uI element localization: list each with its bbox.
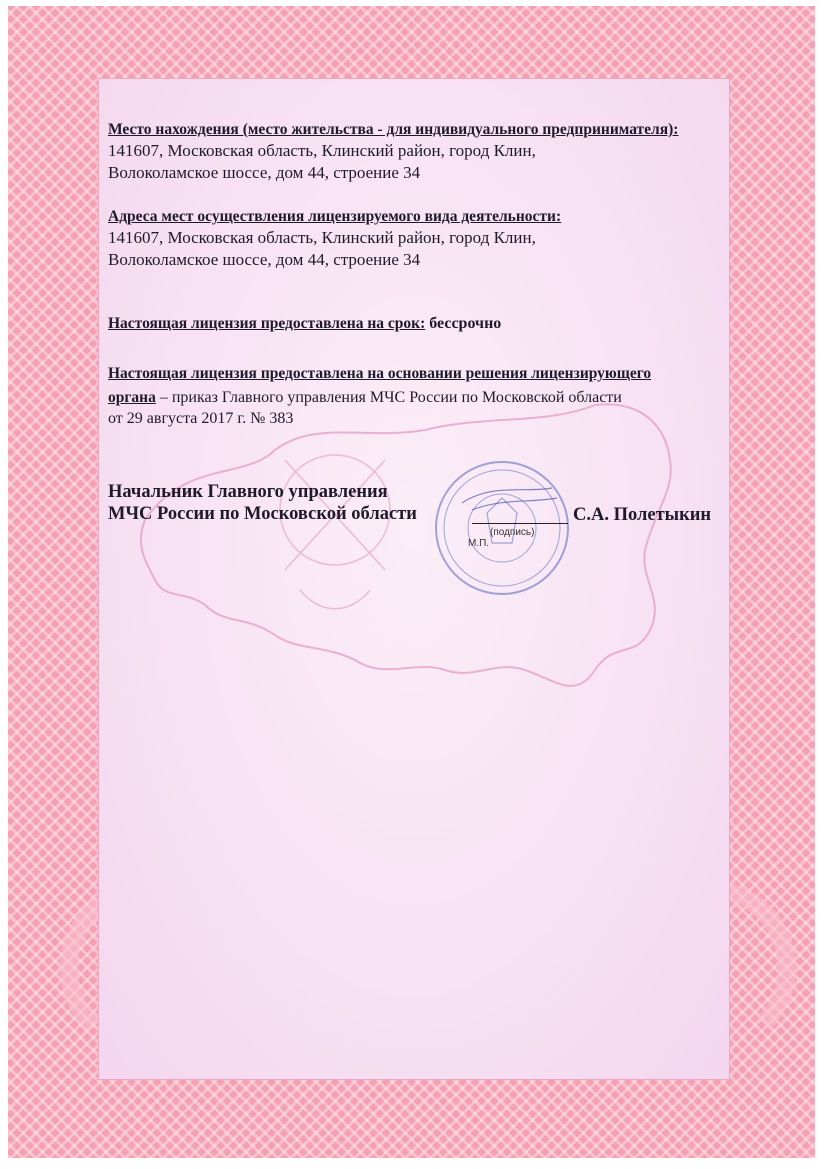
term-value: бессрочно xyxy=(429,315,502,332)
basis-text-line-3: от 29 августа 2017 г. № 383 xyxy=(108,410,294,427)
signatory-title-line-2: МЧС России по Московской области xyxy=(108,504,417,524)
signatory-title-line-1: Начальник Главного управления xyxy=(108,482,388,502)
basis-text-line-2: – приказ Главного управления МЧС России по Московской области xyxy=(155,389,622,406)
basis-label-line-2: органа xyxy=(108,389,156,406)
location-line-1: 141607, Московская область, Клинский район, город Клин, xyxy=(108,141,536,160)
location-section xyxy=(108,120,748,184)
activity-addresses-section xyxy=(108,207,748,271)
basis-label-line-1: Настоящая лицензия предоставлена на основании решения лицензирующего xyxy=(108,365,652,382)
addresses-label: Адреса мест осуществления лицензируемого вида деятельности: xyxy=(108,208,562,225)
signatory-title xyxy=(108,481,417,525)
term-section xyxy=(108,313,748,334)
signature-line xyxy=(472,523,568,524)
basis-section xyxy=(108,364,748,429)
location-label: Место нахождения (место жительства - для индивидуального предпринимателя): xyxy=(108,121,679,138)
signatory-name: С.А. Полетыкин xyxy=(573,505,712,525)
term-label: Настоящая лицензия предоставлена на срок: xyxy=(108,315,426,332)
russia-map-watermark xyxy=(125,400,685,730)
addresses-line-1: 141607, Московская область, Клинский район, город Клин, xyxy=(108,228,536,247)
signature-caption: (подпись) xyxy=(490,527,535,538)
seal-place-mark: М.П. xyxy=(468,538,490,549)
addresses-line-2: Волоколамское шоссе, дом 44, строение 34 xyxy=(108,250,421,269)
location-line-2: Волоколамское шоссе, дом 44, строение 34 xyxy=(108,163,421,182)
